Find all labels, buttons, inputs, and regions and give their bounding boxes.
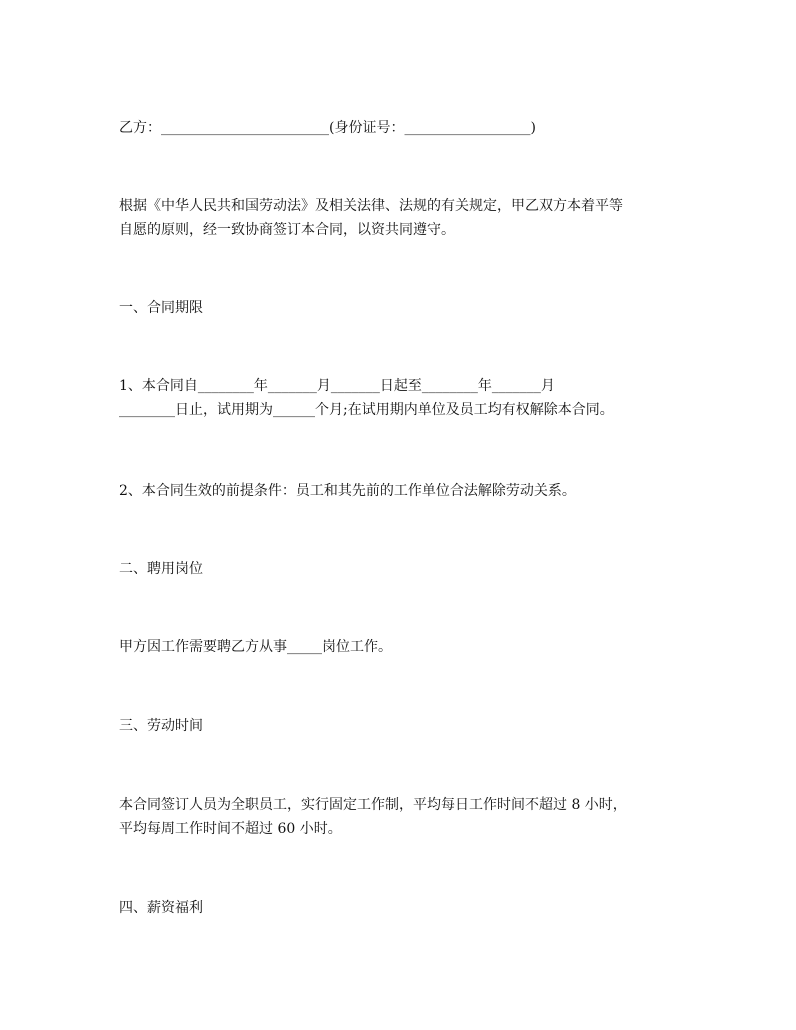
position-clause: 甲方因工作需要聘乙方从事_____岗位工作。 xyxy=(119,639,392,655)
working-hours-line-2: 平均每周工作时间不超过 60 小时。 xyxy=(119,821,342,837)
term-clause-line-2: ________日止，试用期为______个月;在试用期内单位及员工均有权解除本合同。 xyxy=(119,402,614,418)
section-3-heading: 三、劳动时间 xyxy=(119,718,203,734)
effective-condition-clause: 2、本合同生效的前提条件：员工和其先前的工作单位合法解除劳动关系。 xyxy=(119,483,576,499)
section-4-heading: 四、薪资福利 xyxy=(119,900,203,916)
section-2-heading: 二、聘用岗位 xyxy=(119,561,203,577)
section-1-heading: 一、合同期限 xyxy=(119,300,203,316)
intro-line-2: 自愿的原则，经一致协商签订本合同，以资共同遵守。 xyxy=(119,222,455,238)
intro-line-1: 根据《中华人民共和国劳动法》及相关法律、法规的有关规定，甲乙双方本着平等 xyxy=(119,198,623,214)
working-hours-line-1: 本合同签订人员为全职员工，实行固定工作制，平均每日工作时间不超过 8 小时， xyxy=(119,797,627,813)
term-clause-line-1: 1、本合同自________年_______月_______日起至________年_______月 xyxy=(119,378,555,394)
party-b-line: 乙方：________________________(身份证号：__________________) xyxy=(119,120,536,136)
